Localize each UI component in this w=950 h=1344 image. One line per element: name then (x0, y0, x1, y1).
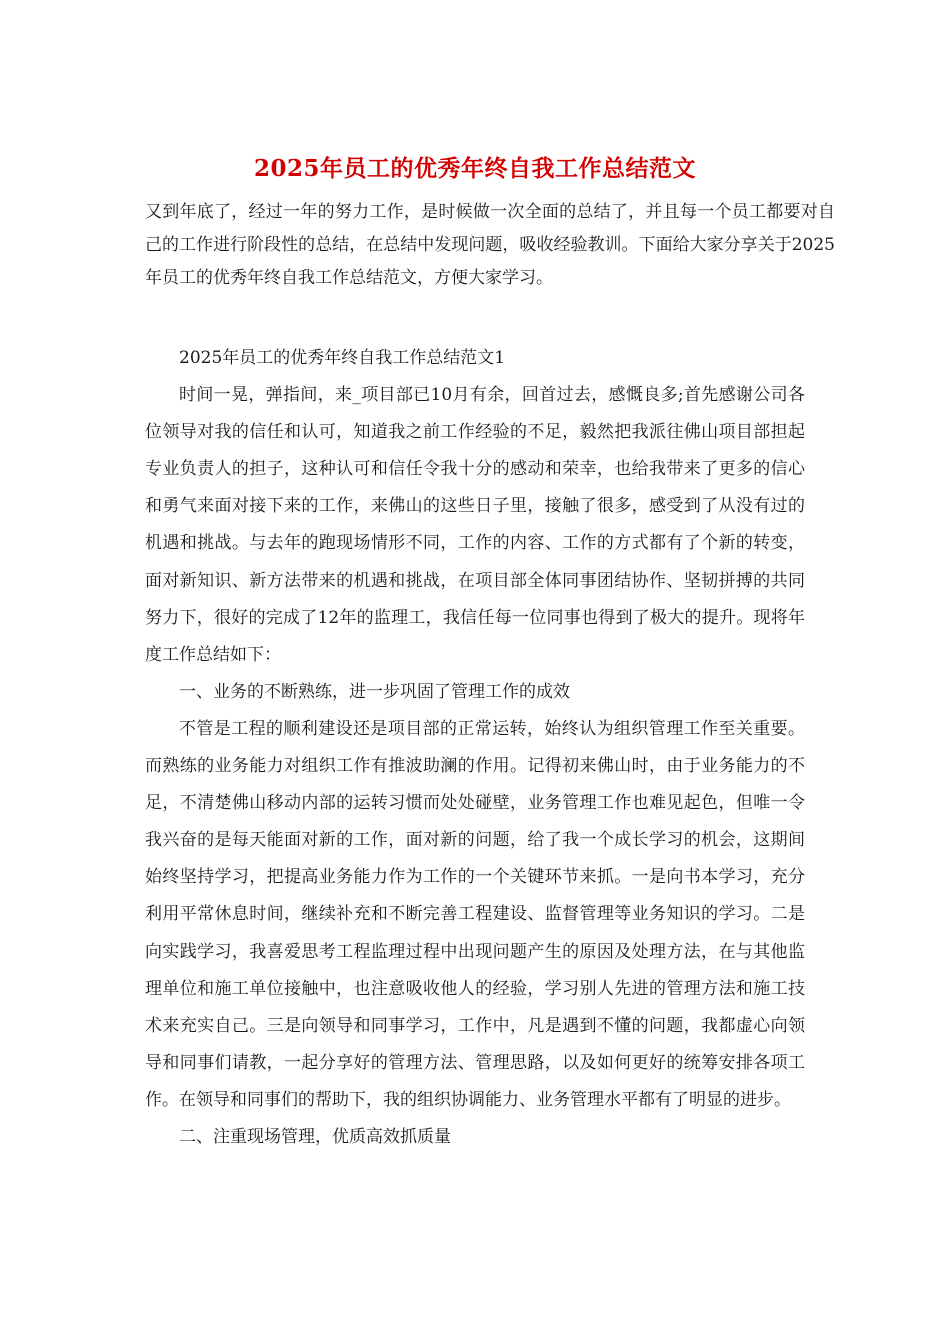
heading-1: 一、业务的不断熟练，进一步巩固了管理工作的成效 (179, 681, 570, 702)
intro-block (145, 196, 835, 295)
body-block (145, 340, 805, 1156)
body-paragraph: 不管是工程的顺利建设还是项目部的正常运转，始终认为组织管理工作至关重要。而熟练的业务能力对组织工作有推波助澜的作用。记得初来佛山时，由于业务能力的不足，不清楚佛山移动内部的运转习惯而处处碰壁，业务管理工作也难见起色，但唯一令我兴奋的是每天能面对新的工作，面对新的问题，给了我一个成长学习的机会，这期间始终坚持学习，把提高业务能力作为工作的一个关键环节来抓。一是向书本学习，充分利用平常休息时间，继续补充和不断完善工程建设、监督管理等业务知识的学习。二是向实践学习，我喜爱思考工程监理过程中出现问题产生的原因及处理方法，在与其他监理单位和施工单位接触中，也注意吸收他人的经验，学习别人先进的管理方法和施工技术来充实自己。三是向领导和同事学习，工作中，凡是遇到不懂的问题，我都虚心向领导和同事们请教，一起分享好的管理方法、管理思路，以及如何更好的统筹安排各项工作。在领导和同事们的帮助下，我的组织协调能力、业务管理水平都有了明显的进步。 (145, 718, 805, 1110)
document-title: 2025年员工的优秀年终自我工作总结范文 (253, 155, 696, 182)
body-paragraph: 时间一晃，弹指间，来_项目部已10月有余，回首过去，感慨良多;首先感谢公司各位领导对我的信任和认可，知道我之前工作经验的不足，毅然把我派往佛山项目部担起专业负责人的担子，这种认可和信任令我十分的感动和荣幸，也给我带来了更多的信心和勇气来面对接下来的工作，来佛山的这些日子里，接触了很多，感受到了从没有过的机遇和挑战。与去年的跑现场情形不同，工作的内容、工作的方式都有了个新的转变，面对新知识、新方法带来的机遇和挑战，在项目部全体同事团结协作、坚韧拼搏的共同努力下，很好的完成了12年的监理工，我信任每一位同事也得到了极大的提升。现将年度工作总结如下： (145, 385, 805, 665)
heading-2: 二、注重现场管理，优质高效抓质量 (179, 1126, 451, 1147)
section-title: 2025年员工的优秀年终自我工作总结范文1 (179, 348, 506, 368)
intro-paragraph: 又到年底了，经过一年的努力工作，是时候做一次全面的总结了，并且每一个员工都要对自己的工作进行阶段性的总结，在总结中发现问题，吸收经验教训。下面给大家分享关于2025年员工的优秀年终自我工作总结范文，方便大家学习。 (145, 202, 835, 288)
